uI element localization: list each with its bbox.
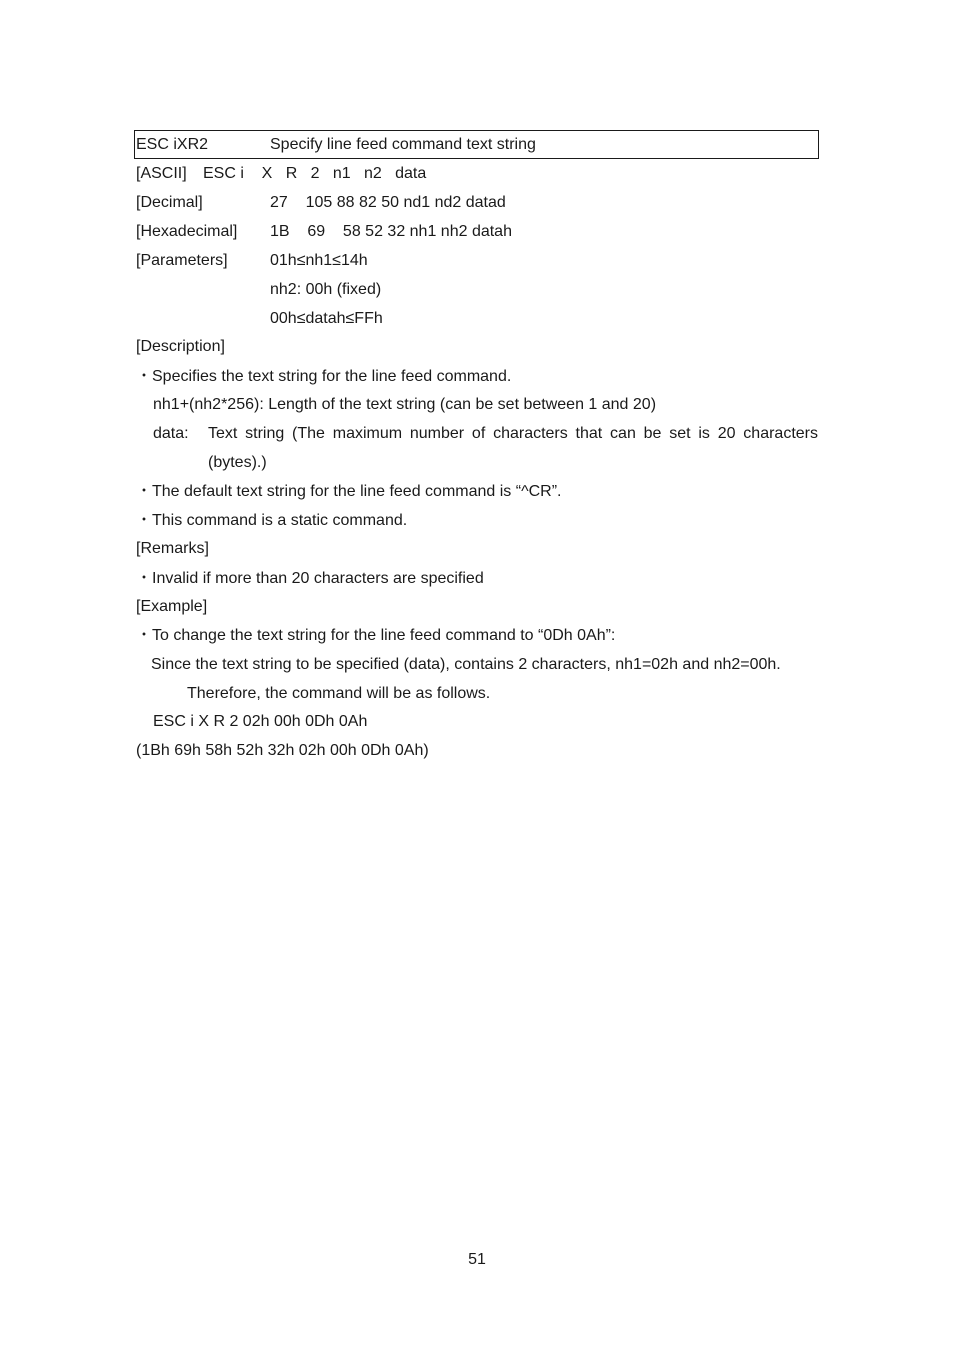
data-description-line: Text string (The maximum number of characters that can be set is 20 characters xyxy=(208,425,818,442)
hex-value: 1B 69 58 52 32 nh1 nh2 datah xyxy=(270,223,512,240)
data-label: data: xyxy=(153,425,189,442)
remarks-label: [Remarks] xyxy=(136,540,209,557)
ascii-value: ESC i X R 2 n1 n2 data xyxy=(203,165,427,182)
example-command: ESC i X R 2 02h 00h 0Dh 0Ah xyxy=(153,713,368,730)
page-number: 51 xyxy=(468,1251,486,1268)
data-description-line: (bytes).) xyxy=(208,454,267,471)
description-bullet: ・This command is a static command. xyxy=(136,512,408,529)
param-line: 01h≤nh1≤14h xyxy=(270,252,368,269)
example-line: Since the text string to be specified (data), contains 2 characters, nh1=02h and nh2=00h. xyxy=(151,656,781,673)
length-line: nh1+(nh2*256): Length of the text string (can be set between 1 and 20) xyxy=(153,396,657,413)
param-line: 00h≤datah≤FFh xyxy=(270,310,383,327)
decimal-label: [Decimal] xyxy=(136,194,203,211)
hex-label: [Hexadecimal] xyxy=(136,223,238,240)
param-line: nh2: 00h (fixed) xyxy=(270,281,382,298)
description-label: [Description] xyxy=(136,338,225,355)
description-bullet: ・Specifies the text string for the line feed command. xyxy=(136,368,512,385)
decimal-value: 27 105 88 82 50 nd1 nd2 datad xyxy=(270,194,506,211)
description-bullet: ・The default text string for the line feed command is “^CR”. xyxy=(136,483,562,500)
example-label: [Example] xyxy=(136,598,208,615)
example-line: Therefore, the command will be as follows. xyxy=(187,685,491,702)
command-name: ESC iXR2 xyxy=(136,136,209,153)
example-hex: (1Bh 69h 58h 52h 32h 02h 00h 0Dh 0Ah) xyxy=(136,742,429,759)
ascii-label: [ASCII] xyxy=(136,165,187,182)
remarks-bullet: ・Invalid if more than 20 characters are specified xyxy=(136,570,484,587)
command-title: Specify line feed command text string xyxy=(270,136,536,153)
example-bullet: ・To change the text string for the line feed command to “0Dh 0Ah”: xyxy=(136,627,616,644)
params-label: [Parameters] xyxy=(136,252,228,269)
